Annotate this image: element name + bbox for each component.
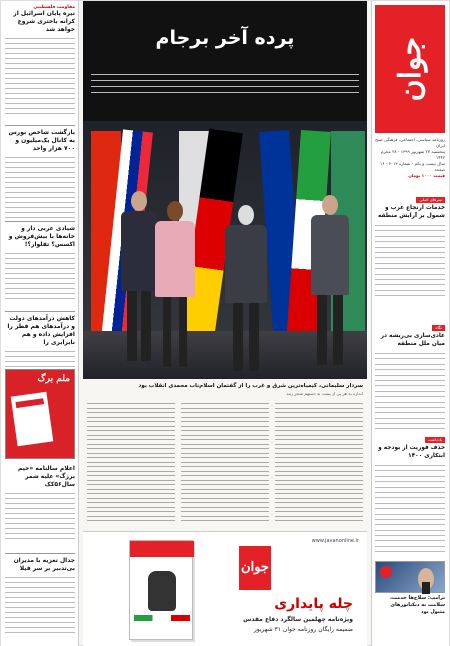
ad-line-1: ویژه‌نامه چهلمین سالگرد دفاع مقدس <box>243 616 353 623</box>
fist-icon <box>148 571 176 611</box>
side-story[interactable] <box>375 325 445 431</box>
side-story-headline: عادی‌سازی بی‌ریشه در میان ملل منطقه <box>380 333 445 347</box>
ad-magazine-cover <box>129 540 193 640</box>
ad-line-2: ضمیمه رایگان روزنامه جوان ۳۱ شهریور <box>253 626 353 633</box>
magazine-title: ملم برگ <box>37 374 70 384</box>
left-story-headline: بازگشت شاخص بورس به کانال یک‌میلیون و ۷۰۰ هزار واحد <box>8 129 75 152</box>
headline-band <box>83 1 367 121</box>
headline-lead-text <box>91 71 359 95</box>
side-story-tag: تیترهای اصلی <box>416 197 445 203</box>
newspaper-logo: جوان <box>392 36 428 102</box>
divider <box>5 553 75 554</box>
left-story[interactable] <box>5 315 75 374</box>
masthead-column <box>371 1 449 646</box>
left-story-tag: مقاومت فلسطینی <box>33 5 75 10</box>
side-story-headline: حذف فوریت از بودجه و ابتکاری ۱۴۰۰ <box>378 445 445 459</box>
divider <box>5 125 75 126</box>
left-story[interactable] <box>5 5 75 116</box>
main-photo[interactable] <box>83 121 367 379</box>
side-story[interactable] <box>375 197 445 297</box>
left-news-column <box>1 1 79 646</box>
trump-photo[interactable] <box>375 561 445 593</box>
masthead-info <box>375 137 445 179</box>
ad-title: چله پایداری <box>274 596 353 612</box>
masthead-info-line: روزنامه سیاسی، اجتماعی، فرهنگی صبح ایران <box>375 137 445 148</box>
photo-caption[interactable]: ترامپ: سلاح‌ها خدمت، سلامت به دیکتاتورهای مثبول بود <box>389 595 445 615</box>
main-story-column <box>83 1 367 646</box>
ad-logo: جوان <box>239 546 271 590</box>
left-story[interactable] <box>5 129 75 220</box>
left-story-text <box>5 575 75 635</box>
side-story-text <box>375 350 445 431</box>
divider <box>5 311 75 312</box>
photo-caption-sub: اندازه به هر پی از پست به دستهم شجر زنند <box>286 391 363 396</box>
photo-badge-icon <box>380 566 392 578</box>
body-column <box>181 401 269 529</box>
person-zarif <box>223 205 269 375</box>
left-story-text <box>5 36 75 116</box>
left-story[interactable] <box>5 465 75 541</box>
left-story-text <box>5 491 75 541</box>
person-mogherini <box>153 201 197 371</box>
side-story-headline: خدمات ارتجاع عرب و شمول بر آرایش منطقه <box>377 205 445 219</box>
main-headline[interactable]: پرده آخر برجام <box>155 27 295 49</box>
photo-tie <box>422 582 430 594</box>
person-hammond <box>309 195 351 371</box>
divider <box>5 221 75 222</box>
side-story-tag: یادداشت <box>425 437 445 443</box>
left-story-headline: کاهش درآمدهای دولت و درآمدهای هم قطر را افزایش داده و هم نابرابری را <box>7 315 75 346</box>
left-story-text <box>5 155 75 220</box>
left-story[interactable] <box>5 225 75 301</box>
body-column <box>87 401 175 529</box>
left-story-headline: تیره پایان اسرائیل از کرانه باختری شروع خواهد شد <box>13 10 75 33</box>
side-story[interactable] <box>375 437 445 554</box>
left-story-headline: شیادی عربی دار و خانه‌ها با بیش‌فروش و اکسس؟ تقلوار؟! <box>8 225 75 248</box>
masthead-logo-box[interactable] <box>375 5 445 133</box>
iran-flag-icon <box>134 615 190 621</box>
magazine-inner-page <box>11 392 54 447</box>
masthead-info-line: پنجشنبه ۲۷ شهریور ۱۳۹۹ - ۲۸ محرم ۱۴۴۲ <box>380 149 445 160</box>
supplement-ad[interactable] <box>83 531 367 646</box>
masthead-price: قیمت ۱۰۰۰ تومان <box>408 173 445 178</box>
left-story[interactable] <box>5 557 75 635</box>
side-story-text <box>375 462 445 554</box>
side-story-text <box>375 222 445 297</box>
magazine-cover[interactable] <box>5 369 75 459</box>
left-story-headline: اعلام سالنامه «خیم برزگ» علیه شمر سال۵۶کک <box>17 465 75 488</box>
side-story-tag: نگاه <box>432 325 445 331</box>
left-story-text <box>5 251 75 301</box>
photo-caption-headline[interactable]: سردار سلیمانی، کیمیاه‌ترین شرق و غرب را از گفتمان اسلام‌ناب محمدی انقلاب بود <box>138 383 363 389</box>
ad-magazine-header <box>130 541 194 557</box>
left-story-headline: جدال تعزیه با مدیران بی‌تدبیر بر سر قیلا <box>13 557 75 572</box>
ad-url[interactable]: www.javanonline.ir <box>311 538 359 544</box>
body-column <box>275 401 363 529</box>
masthead-info-line: سال بیست و یکم - شماره ۶۰۱۳ - ۱۶ صفحه <box>380 161 445 172</box>
